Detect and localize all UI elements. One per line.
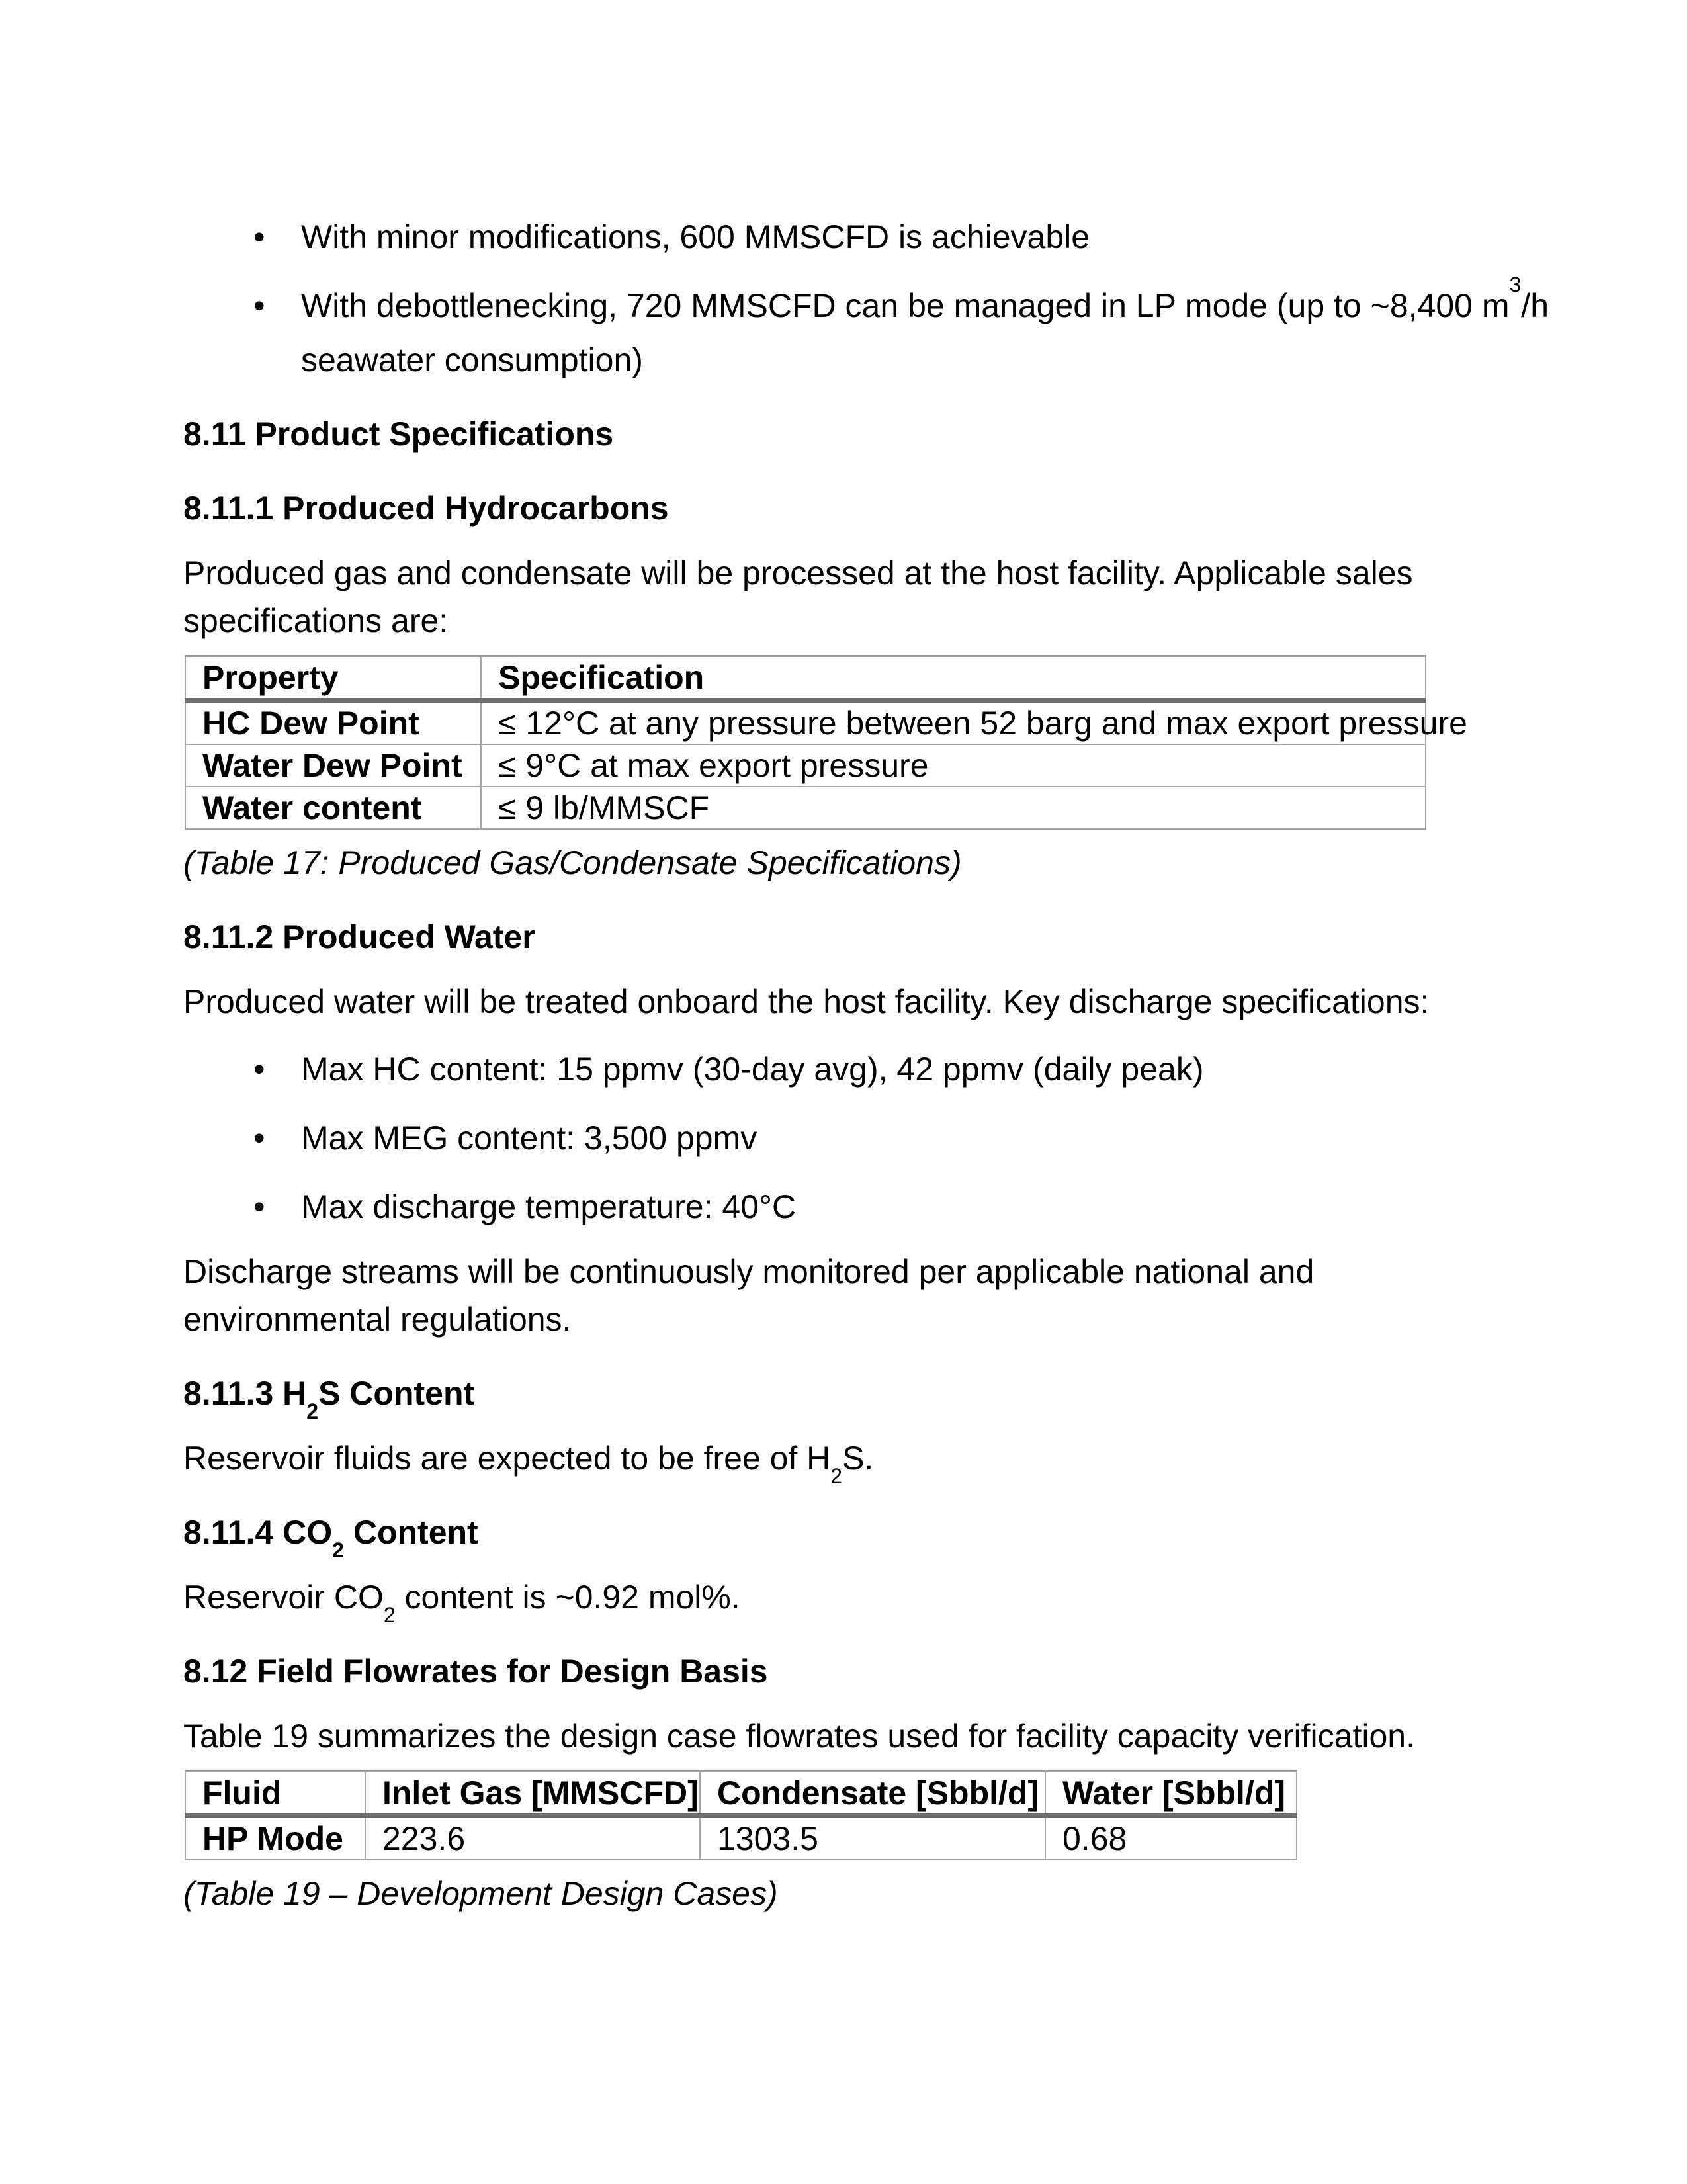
- table-19-design-cases: [185, 1770, 1297, 1860]
- paragraph-text-part: Reservoir fluids are expected to be free of H: [183, 1440, 831, 1477]
- bullet-item-720-mmscfd: [183, 273, 1549, 384]
- subscript-2: 2: [383, 1603, 396, 1627]
- intro-bullet-list: [183, 213, 1549, 384]
- column-header-specification: Specification: [481, 656, 1426, 701]
- paragraph-line: Produced gas and condensate will be processed at the host facility. Applicable sales: [183, 554, 1413, 591]
- table-header-row: [185, 1772, 1297, 1816]
- paragraph-discharge-monitoring: [183, 1248, 1504, 1343]
- section-heading-8-11-4: [183, 1508, 1504, 1562]
- bullet-text-line1: [301, 273, 1549, 329]
- cell-fluid: HP Mode: [185, 1816, 365, 1860]
- paragraph-line: [183, 1434, 1504, 1488]
- bullet-item-max-meg: [183, 1114, 1504, 1162]
- column-header-condensate: Condensate [Sbbl/d]: [700, 1772, 1045, 1816]
- produced-water-bullet-list: [183, 1045, 1504, 1231]
- table-17-product-specifications: [185, 655, 1467, 830]
- superscript-3: 3: [1509, 273, 1522, 297]
- heading-text-part: S Content: [318, 1375, 475, 1412]
- paragraph-h2s: [183, 1434, 1504, 1488]
- paragraph-line: specifications are:: [183, 602, 449, 639]
- bullet-item-600-mmscfd: [183, 213, 1504, 261]
- table-row: [185, 744, 1426, 787]
- paragraph-line: Discharge streams will be continuously monitored per applicable national and: [183, 1253, 1315, 1290]
- section-heading-8-11-3: [183, 1370, 1504, 1423]
- paragraph-line: [183, 1573, 1504, 1627]
- paragraph-text-part: content is ~0.92 mol%.: [395, 1579, 740, 1616]
- bullet-text-part: With debottlenecking, 720 MMSCFD can be managed in LP mode (up to ~8,400 m: [301, 287, 1510, 324]
- section-heading-8-11-1: 8.11.1 Produced Hydrocarbons: [183, 490, 669, 527]
- column-header-inlet-gas: Inlet Gas [MMSCFD]: [365, 1772, 700, 1816]
- bullet-text: • Max HC content: 15 ppmv (30-day avg), 42 ppmv (daily peak): [301, 1051, 1204, 1088]
- subscript-2: 2: [332, 1538, 344, 1562]
- subscript-2: 2: [306, 1399, 319, 1423]
- paragraph-produced-hydrocarbons: [183, 549, 1504, 644]
- column-header-water: Water [Sbbl/d]: [1045, 1772, 1297, 1816]
- cell-water: 0.68: [1045, 1816, 1297, 1860]
- bullet-text: • Max discharge temperature: 40°C: [301, 1188, 797, 1225]
- cell-specification: ≤ 9 lb/MMSCF: [481, 787, 1426, 829]
- paragraph-table-19-intro: [183, 1712, 1504, 1760]
- paragraph-line: environmental regulations.: [183, 1301, 572, 1338]
- heading-text-part: 8.11.3 H: [183, 1375, 307, 1412]
- cell-specification: ≤ 12°C at any pressure between 52 barg and max export pressure: [481, 701, 1426, 745]
- cell-specification: ≤ 9°C at max export pressure: [481, 744, 1426, 787]
- heading-text-part: 8.11.4 CO: [183, 1514, 333, 1551]
- bullet-text: • Max MEG content: 3,500 ppmv: [301, 1119, 757, 1157]
- table-17-caption: (Table 17: Produced Gas/Condensate Specifications): [183, 844, 962, 881]
- bullet-text: • With minor modifications, 600 MMSCFD is achievable: [301, 218, 1090, 255]
- cell-inlet-gas: 223.6: [365, 1816, 700, 1860]
- table-row-hp-mode: [185, 1816, 1297, 1860]
- bullet-item-max-hc: [183, 1045, 1504, 1093]
- paragraph-text-part: Reservoir CO: [183, 1579, 384, 1616]
- section-heading-8-11-2: 8.11.2 Produced Water: [183, 918, 535, 955]
- paragraph-produced-water: [183, 978, 1504, 1026]
- paragraph-line: Table 19 summarizes the design case flowrates used for facility capacity verification.: [183, 1718, 1415, 1755]
- table-header-row: [185, 656, 1426, 701]
- column-header-fluid: Fluid: [185, 1772, 365, 1816]
- paragraph-text-part: S.: [842, 1440, 874, 1477]
- cell-property: HC Dew Point: [185, 701, 481, 745]
- subscript-2: 2: [830, 1464, 843, 1488]
- table-19-caption: (Table 19 – Development Design Cases): [183, 1875, 778, 1912]
- paragraph-line: Produced water will be treated onboard the host facility. Key discharge specifications:: [183, 983, 1430, 1020]
- bullet-text-line2: seawater consumption): [301, 341, 643, 378]
- heading-text-part: Content: [343, 1514, 478, 1551]
- section-heading-8-11: 8.11 Product Specifications: [183, 415, 614, 453]
- bullet-item-max-discharge-temp: [183, 1183, 1504, 1231]
- column-header-property: Property: [185, 656, 481, 701]
- table-row: [185, 701, 1426, 745]
- cell-condensate: 1303.5: [700, 1816, 1045, 1860]
- paragraph-co2: [183, 1573, 1504, 1627]
- cell-property: Water Dew Point: [185, 744, 481, 787]
- section-heading-8-12: 8.12 Field Flowrates for Design Basis: [183, 1653, 768, 1690]
- cell-property: Water content: [185, 787, 481, 829]
- bullet-text-part: /h: [1521, 287, 1549, 324]
- table-row: [185, 787, 1426, 829]
